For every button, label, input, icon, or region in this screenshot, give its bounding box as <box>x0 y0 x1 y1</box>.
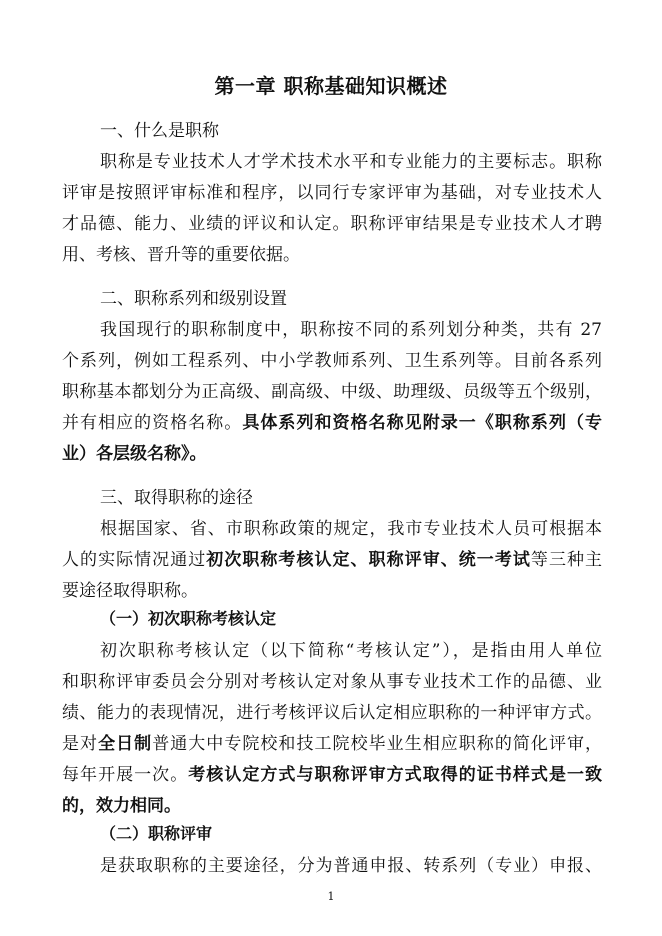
paragraph-line: 个系列，例如工程系列、中小学教师系列、卫生系列等。目前各系列 <box>62 351 602 371</box>
paragraph-line: 我国现行的职称制度中，职称按不同的系列划分种类，共有 27 <box>100 320 602 340</box>
paragraph-line: 职称是专业技术人才学术技术水平和专业能力的主要标志。职称 <box>100 152 602 172</box>
text-bold: 全日制 <box>98 734 153 754</box>
paragraph-line-bold: 业）各层级名称》。 <box>62 444 207 464</box>
chapter-title: 第一章 职称基础知识概述 <box>214 74 448 98</box>
text-normal: 人的实际情况通过 <box>62 550 207 570</box>
text-normal: 是对 <box>62 734 99 754</box>
paragraph-line-bold: 的，效力相同。 <box>62 796 181 816</box>
paragraph-line: 是获取职称的主要途径，分为普通申报、转系列（专业）申报、 <box>100 856 602 876</box>
text-bold: 初次职称考核认定、职称评审、统一考试 <box>206 550 531 570</box>
paragraph-line-mixed <box>62 408 602 433</box>
paragraph-line: 才品德、能力、业绩的评议和认定。职称评审结果是专业技术人才聘 <box>62 214 602 234</box>
section-heading-ways: 三、取得职称的途径 <box>100 488 253 508</box>
paragraph-line: 职称基本都划分为正高级、副高级、中级、助理级、员级等五个级别， <box>62 382 602 402</box>
subsection-heading-initial-certification: （一）初次职称考核认定 <box>100 609 277 628</box>
paragraph-line: 根据国家、省、市职称政策的规定，我市专业技术人员可根据本 <box>100 519 602 539</box>
paragraph-line: 用、考核、晋升等的重要依据。 <box>62 245 300 265</box>
text-normal: 普通大中专院校和技工院校毕业生相应职称的简化评审， <box>152 734 602 754</box>
text-bold: 考核认定方式与职称评审方式取得的证书样式是一致 <box>188 765 602 785</box>
section-heading-series-levels: 二、职称系列和级别设置 <box>100 289 287 309</box>
paragraph-line-mixed <box>62 545 602 570</box>
paragraph-line-mixed <box>62 729 602 754</box>
page-number: 1 <box>327 890 335 903</box>
paragraph-line: 初次职称考核认定（以下简称“考核认定”），是指由用人单位 <box>100 641 602 661</box>
text-bold: 具体系列和资格名称见附录一《职称系列（专 <box>242 413 602 433</box>
paragraph-line: 和职称评审委员会分别对考核认定对象从事专业技术工作的品德、业 <box>62 672 602 692</box>
paragraph-line: 要途径取得职称。 <box>62 581 198 601</box>
paragraph-line-mixed <box>62 760 602 785</box>
text-normal: 并有相应的资格名称。 <box>62 413 243 433</box>
text-normal: 等三种主 <box>530 550 602 570</box>
paragraph-line: 评审是按照评审标准和程序，以同行专家评审为基础，对专业技术人 <box>62 183 602 203</box>
paragraph-line: 绩、能力的表现情况，进行考核评议后认定相应职称的一种评审方式。 <box>62 703 602 723</box>
subsection-heading-title-review: （二）职称评审 <box>100 824 213 843</box>
section-heading-what-is-title: 一、什么是职称 <box>100 121 219 141</box>
text-normal: 每年开展一次。 <box>62 765 189 785</box>
